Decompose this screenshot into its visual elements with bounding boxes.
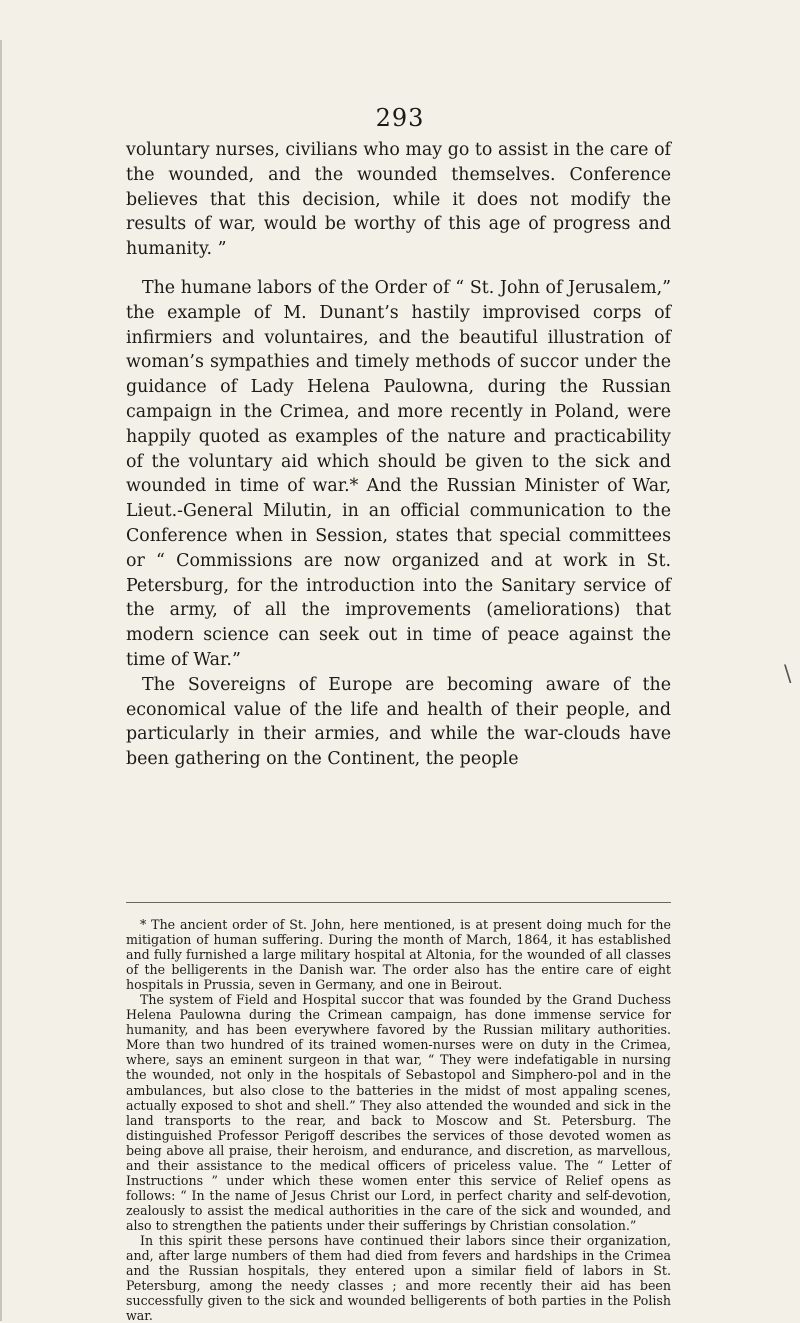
footnote bbox=[126, 917, 671, 1323]
paragraph-1: voluntary nurses, civilians who may go to assist in the care of the wounded, and the wounded themselves. Conference believes that this decision, while it does not modify the results of war, would be worthy of this age of progress and humanity. ” bbox=[126, 140, 671, 260]
footnote-divider bbox=[126, 902, 671, 903]
page-edge bbox=[0, 40, 2, 1321]
footnote-paragraph-1: * The ancient order of St. John, here mentioned, is at present doing much for the mitigation of human suffering. During the month of March, 1864, it has established and fully furnished a large military hospital at Altonia, for the wounded of all classes of the belligerents in the Danish war. The order also has the entire care of eight hospitals in Prussia, seven in Germany, and one in Beirout. bbox=[126, 917, 671, 993]
margin-mark: \ bbox=[784, 662, 792, 687]
footnote-paragraph-3: In this spirit these persons have continued their labors since their organization, and, after large numbers of them had died from fevers and hardships in the Crimea and the Russian hospitals, they entered upon a similar field of labors in St. Petersburg, among the needy classes ; and more recently their aid has been successfully given to the sick and wounded belligerents of both parties in the Polish war. bbox=[126, 1232, 671, 1323]
main-text bbox=[126, 138, 671, 772]
paragraph-2: The humane labors of the Order of “ St. John of Jerusalem,” the example of M. Dunant’s hastily improvised corps of infirmiers and voluntaires, and the beautiful illustration of woman’s sympathies and timely methods of succor under the guidance of Lady Helena Paulowna, during the Russian campaign in the Crimea, and more recently in Poland, were happily quoted as examples of the nature and practicability of the voluntary aid which should be given to the sick and wounded in time of war.* And the Russian Minister of War, Lieut.-General Milutin, in an official communication to the Conference when in Session, states that special committees or “ Commissions are now organized and at work in St. Petersburg, for the introduction into the Sanitary service of the army, of all the improvements (ameliorations) that modern science can seek out in time of peace against the time of War.” bbox=[126, 277, 671, 670]
page-number: 293 bbox=[375, 104, 425, 132]
paragraph-3: The Sovereigns of Europe are becoming aware of the economical value of the life and health of their people, and particularly in their armies, and while the war-clouds have been gathering on the Continent, the people bbox=[126, 674, 671, 770]
footnote-paragraph-2: The system of Field and Hospital succor that was founded by the Grand Duchess Helena Paulowna during the Crimean campaign, has done immense service for humanity, and has been everywhere favored by the Russian military authorities. More than two hundred of its trained women-nurses were on duty in the Crimea, where, says an eminent surgeon in that war, “ They were indefatigable in nursing the wounded, not only in the hospitals of Sebastopol and Simphero-pol and in the ambulances, but also close to the batteries in the midst of most appaling scenes, actually exposed to shot and shell.” They also attended the wounded and sick in the land transports to the rear, and back to Moscow and St. Petersburg. The distinguished Professor Perigoff describes the services of those devoted women as being above all praise, their heroism, and endurance, and discretion, as marvellous, and their assistance to the medical officers of priceless value. The “ Letter of Instructions ” under which these women enter this service of Relief opens as follows: “ In the name of Jesus Christ our Lord, in perfect charity and self-devotion, zealously to assist the medical authorities in the care of the sick and wounded, and also to strengthen the patients under their sufferings by Christian consolation.” bbox=[126, 992, 671, 1233]
